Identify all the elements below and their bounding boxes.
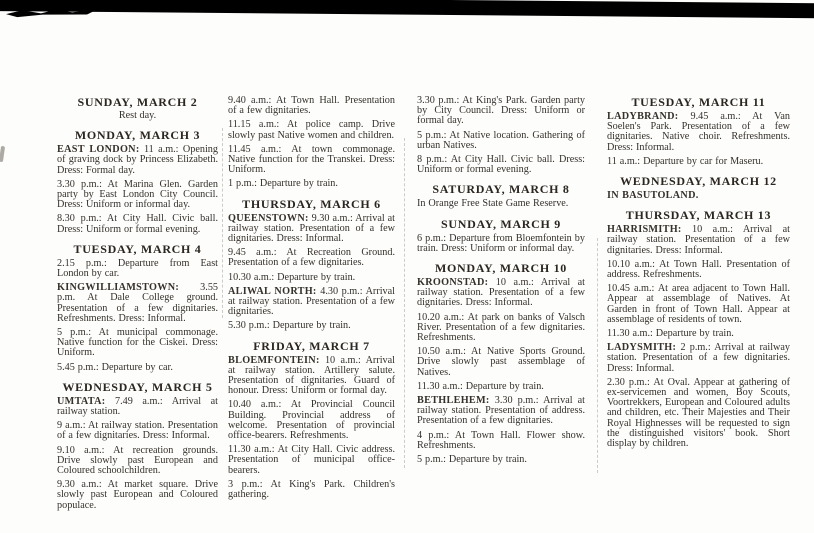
itinerary-entry bbox=[607, 191, 790, 201]
place-name: KINGWILLIAMSTOWN: bbox=[57, 282, 180, 294]
itinerary-entry bbox=[417, 278, 585, 309]
itinerary-entry bbox=[228, 273, 395, 283]
day-heading: WEDNESDAY, MARCH 12 bbox=[620, 174, 777, 189]
entry-text: 10.45 a.m.: At area adjacent to Town Hall. Appear at assemblage of Natives. At Garden in front of Town Hall. Appear at assemblage of residents of town. bbox=[607, 283, 790, 325]
entry-text: 5.45 p.m.: Departure by car. bbox=[57, 361, 173, 373]
entry-text: 2.15 p.m.: Departure from East London by car. bbox=[57, 257, 218, 280]
entry-text: 9 a.m.: At railway station. Presentation of a few dignitaries. Dress: Informal. bbox=[57, 420, 218, 442]
entry-text: 1 p.m.: Departure by train. bbox=[228, 178, 338, 190]
place-name: LADYBRAND: bbox=[607, 111, 679, 122]
entry-text: 9.30 a.m.: Arrival at railway station. Presentation of a few dignitaries. Dress: Informal. bbox=[228, 212, 395, 245]
itinerary-entry bbox=[57, 145, 218, 176]
itinerary-entry bbox=[417, 96, 585, 127]
itinerary-entry bbox=[228, 445, 395, 476]
day-heading: MONDAY, MARCH 10 bbox=[435, 261, 567, 276]
place-name: BETHLEHEM: bbox=[417, 395, 490, 407]
entry-text: 9.45 a.m.: At Recreation Ground. Presentation of a few dignitaries. bbox=[228, 247, 395, 269]
entry-text: 9.45 a.m.: At Van Soelen's Park. Presentation of a few dignitaries. Native choir. Refreshments. Dress: Informal. bbox=[607, 111, 790, 153]
entry-text: 10.20 a.m.: At park on banks of Valsch River. Presentation of a few dignitaries. Refreshments. bbox=[417, 311, 585, 344]
itinerary-entry bbox=[228, 214, 395, 245]
itinerary-entry bbox=[417, 396, 585, 427]
itinerary-entry bbox=[417, 347, 585, 378]
entry-text: 3 p.m.: At King's Park. Children's gathering. bbox=[228, 478, 395, 501]
day-heading: THURSDAY, MARCH 6 bbox=[242, 196, 381, 211]
itinerary-column-4 bbox=[607, 96, 790, 449]
entry-text: 6 p.m.: Departure from Bloemfontein by train. Dress: Uniform or informal day. bbox=[417, 232, 585, 254]
entry-text: 7.49 a.m.: Arrival at railway station. bbox=[57, 395, 219, 418]
entry-text: 3.30 p.m.: Arrival at railway station. Presentation of address. Presentation of a few dignitaries. bbox=[417, 395, 585, 427]
place-name: IN BASUTOLAND. bbox=[607, 190, 699, 202]
itinerary-entry bbox=[57, 283, 218, 324]
place-name: HARRISMITH: bbox=[607, 224, 682, 236]
itinerary-entry bbox=[417, 313, 585, 344]
scan-artifact-left-speck bbox=[0, 146, 5, 162]
entry-text: 5.30 p.m.: Departure by train. bbox=[228, 320, 351, 332]
entry-text: 11 a.m.: Departure by car for Maseru. bbox=[607, 155, 764, 167]
place-name: QUEENSTOWN: bbox=[228, 212, 309, 224]
entry-text: 11.45 a.m.: At town commonage. Native function for the Transkei. Dress: Uniform. bbox=[228, 143, 395, 176]
itinerary-entry bbox=[228, 400, 395, 441]
itinerary-entry bbox=[417, 155, 585, 175]
itinerary-entry bbox=[607, 378, 790, 449]
itinerary-entry bbox=[417, 131, 585, 151]
itinerary-entry bbox=[57, 421, 218, 441]
entry-text: 4.30 p.m.: Arrival at railway station. Presentation of a few dignitaries. bbox=[228, 285, 395, 318]
place-name: UMTATA: bbox=[57, 395, 106, 407]
column-separator bbox=[404, 138, 405, 468]
entry-text: 10.50 a.m.: At Native Sports Ground. Drive slowly past assemblage of Natives. bbox=[417, 346, 585, 378]
entry-text: 2 p.m.: Arrival at railway station. Presentation of a few dignitaries. Dress: Informal. bbox=[607, 342, 790, 374]
day-heading: MONDAY, MARCH 3 bbox=[74, 128, 201, 143]
place-name: KROONSTAD: bbox=[417, 277, 489, 289]
itinerary-entry bbox=[228, 145, 395, 176]
itinerary-entry bbox=[57, 214, 218, 234]
day-heading: SATURDAY, MARCH 8 bbox=[432, 182, 570, 197]
itinerary-entry bbox=[228, 287, 395, 318]
entry-text: 9.40 a.m.: At Town Hall. Presentation of a few dignitaries. bbox=[228, 95, 395, 117]
entry-text: 3.55 p.m. At Dale College ground. Presentation of a few dignitaries. Refreshments. Dress: Informal. bbox=[57, 282, 218, 324]
itinerary-entry bbox=[607, 225, 790, 256]
entry-text: 10.30 a.m.: Departure by train. bbox=[228, 271, 356, 283]
day-heading: FRIDAY, MARCH 7 bbox=[253, 338, 370, 353]
entry-text: 11.15 a.m.: At police camp. Drive slowly past Native women and children. bbox=[228, 119, 395, 141]
day-heading: WEDNESDAY, MARCH 5 bbox=[62, 379, 213, 394]
day-heading: SUNDAY, MARCH 2 bbox=[77, 95, 198, 109]
itinerary-entry bbox=[57, 328, 218, 359]
entry-text: 10.10 a.m.: At Town Hall. Presentation of address. Refreshments. bbox=[607, 258, 790, 281]
itinerary-entry bbox=[607, 157, 790, 167]
entry-text: 3.30 p.m.: At King's Park. Garden party by City Council. Dress: Uniform or formal day. bbox=[417, 95, 585, 127]
entry-text: 5 p.m.: At Native location. Gathering of urban Natives. bbox=[417, 129, 585, 151]
itinerary-entry bbox=[417, 234, 585, 254]
itinerary-entry bbox=[417, 455, 585, 465]
entry-text: 5 p.m.: Departure by train. bbox=[417, 454, 527, 466]
scan-artifact-top-band bbox=[0, 0, 814, 18]
itinerary-column-3 bbox=[417, 96, 585, 465]
entry-text: 11 a.m.: Opening of graving dock by Princess Elizabeth. Dress: Formal day. bbox=[57, 144, 218, 176]
itinerary-entry bbox=[228, 96, 395, 116]
entry-text: 8.30 p.m.: At City Hall. Civic ball. Dress: Uniform or formal evening. bbox=[57, 213, 218, 235]
itinerary-entry bbox=[417, 431, 585, 451]
itinerary-column-2 bbox=[228, 96, 395, 500]
itinerary-entry bbox=[417, 382, 585, 392]
entry-text: 8 p.m.: At City Hall. Civic ball. Dress: Uniform or formal evening. bbox=[417, 154, 585, 176]
itinerary-entry bbox=[57, 259, 218, 279]
itinerary-entry bbox=[607, 284, 790, 325]
entry-text: 4 p.m.: At Town Hall. Flower show. Refreshments. bbox=[417, 429, 585, 451]
entry-text: 10 a.m.: Arrival at railway station. Presentation of a few dignitaries. Dress: Informal. bbox=[607, 224, 790, 256]
entry-text: 9.30 a.m.: At market square. Drive slowly past European and Coloured populace. bbox=[57, 479, 218, 511]
day-heading: THURSDAY, MARCH 13 bbox=[625, 208, 772, 223]
itinerary-entry bbox=[417, 199, 585, 209]
column-separator bbox=[597, 238, 598, 473]
day-heading: TUESDAY, MARCH 11 bbox=[631, 95, 766, 109]
itinerary-entry bbox=[57, 397, 218, 417]
entry-text: 10 a.m.: Arrival at railway station. Presentation of a few dignitaries. Dress: Informal. bbox=[417, 277, 585, 309]
entry-text: 2.30 p.m.: At Oval. Appear at gathering of ex-servicemen and women, Boy Scouts, Voortrekkers, European and Coloured adults and children, etc. Their Majesties and Their Royal Highnesses will be requested to sign the distinguished visitors' book. Short display by children. bbox=[607, 376, 790, 450]
itinerary-entry bbox=[228, 179, 395, 189]
entry-text: 3.30 p.m.: At Marina Glen. Garden party by East London City Council. Dress: Uniform or informal day. bbox=[57, 178, 218, 211]
itinerary-entry bbox=[228, 120, 395, 140]
entry-text: 10.40 a.m.: At Provincial Council Building. Provincial address of welcome. Presentation of provincial office-bearers. Refreshments. bbox=[228, 399, 395, 442]
place-name: ALIWAL NORTH: bbox=[228, 285, 317, 297]
itinerary-entry bbox=[57, 446, 218, 477]
itinerary-entry bbox=[607, 343, 790, 374]
itinerary-entry bbox=[607, 329, 790, 339]
entry-text: In Orange Free State Game Reserve. bbox=[417, 198, 569, 210]
place-name: BLOEMFONTEIN: bbox=[228, 354, 320, 366]
entry-text: 5 p.m.: At municipal commonage. Native function for the Ciskei. Dress: Uniform. bbox=[57, 327, 218, 359]
itinerary-entry bbox=[57, 180, 218, 211]
itinerary-entry bbox=[57, 363, 218, 373]
entry-text: 11.30 a.m.: Departure by train. bbox=[607, 328, 734, 340]
entry-text: 9.10 a.m.: At recreation grounds. Drive slowly past European and Coloured schoolchildren. bbox=[57, 444, 218, 477]
itinerary-entry bbox=[607, 112, 790, 153]
itinerary-entry bbox=[228, 248, 395, 268]
itinerary-entry bbox=[607, 260, 790, 280]
rest-day-note: Rest day. bbox=[118, 110, 157, 121]
place-name: LADYSMITH: bbox=[607, 342, 677, 354]
entry-text: 11.30 a.m.: At City Hall. Civic address. Presentation of municipal office-bearers. bbox=[228, 444, 395, 476]
itinerary-entry bbox=[228, 321, 395, 331]
column-separator bbox=[222, 128, 223, 318]
entry-text: 11.30 a.m.: Departure by train. bbox=[417, 380, 544, 392]
place-name: EAST LONDON: bbox=[57, 144, 140, 156]
day-heading: TUESDAY, MARCH 4 bbox=[73, 241, 202, 256]
itinerary-column-1 bbox=[57, 96, 218, 511]
itinerary-entry bbox=[228, 356, 395, 397]
itinerary-entry bbox=[228, 480, 395, 500]
entry-text: 10 a.m.: Arrival at railway station. Artillery salute. Presentation of dignitaries. Guard of honour. Dress: Uniform or formal day. bbox=[228, 354, 395, 397]
itinerary-entry bbox=[57, 480, 218, 511]
day-heading: SUNDAY, MARCH 9 bbox=[441, 216, 561, 231]
